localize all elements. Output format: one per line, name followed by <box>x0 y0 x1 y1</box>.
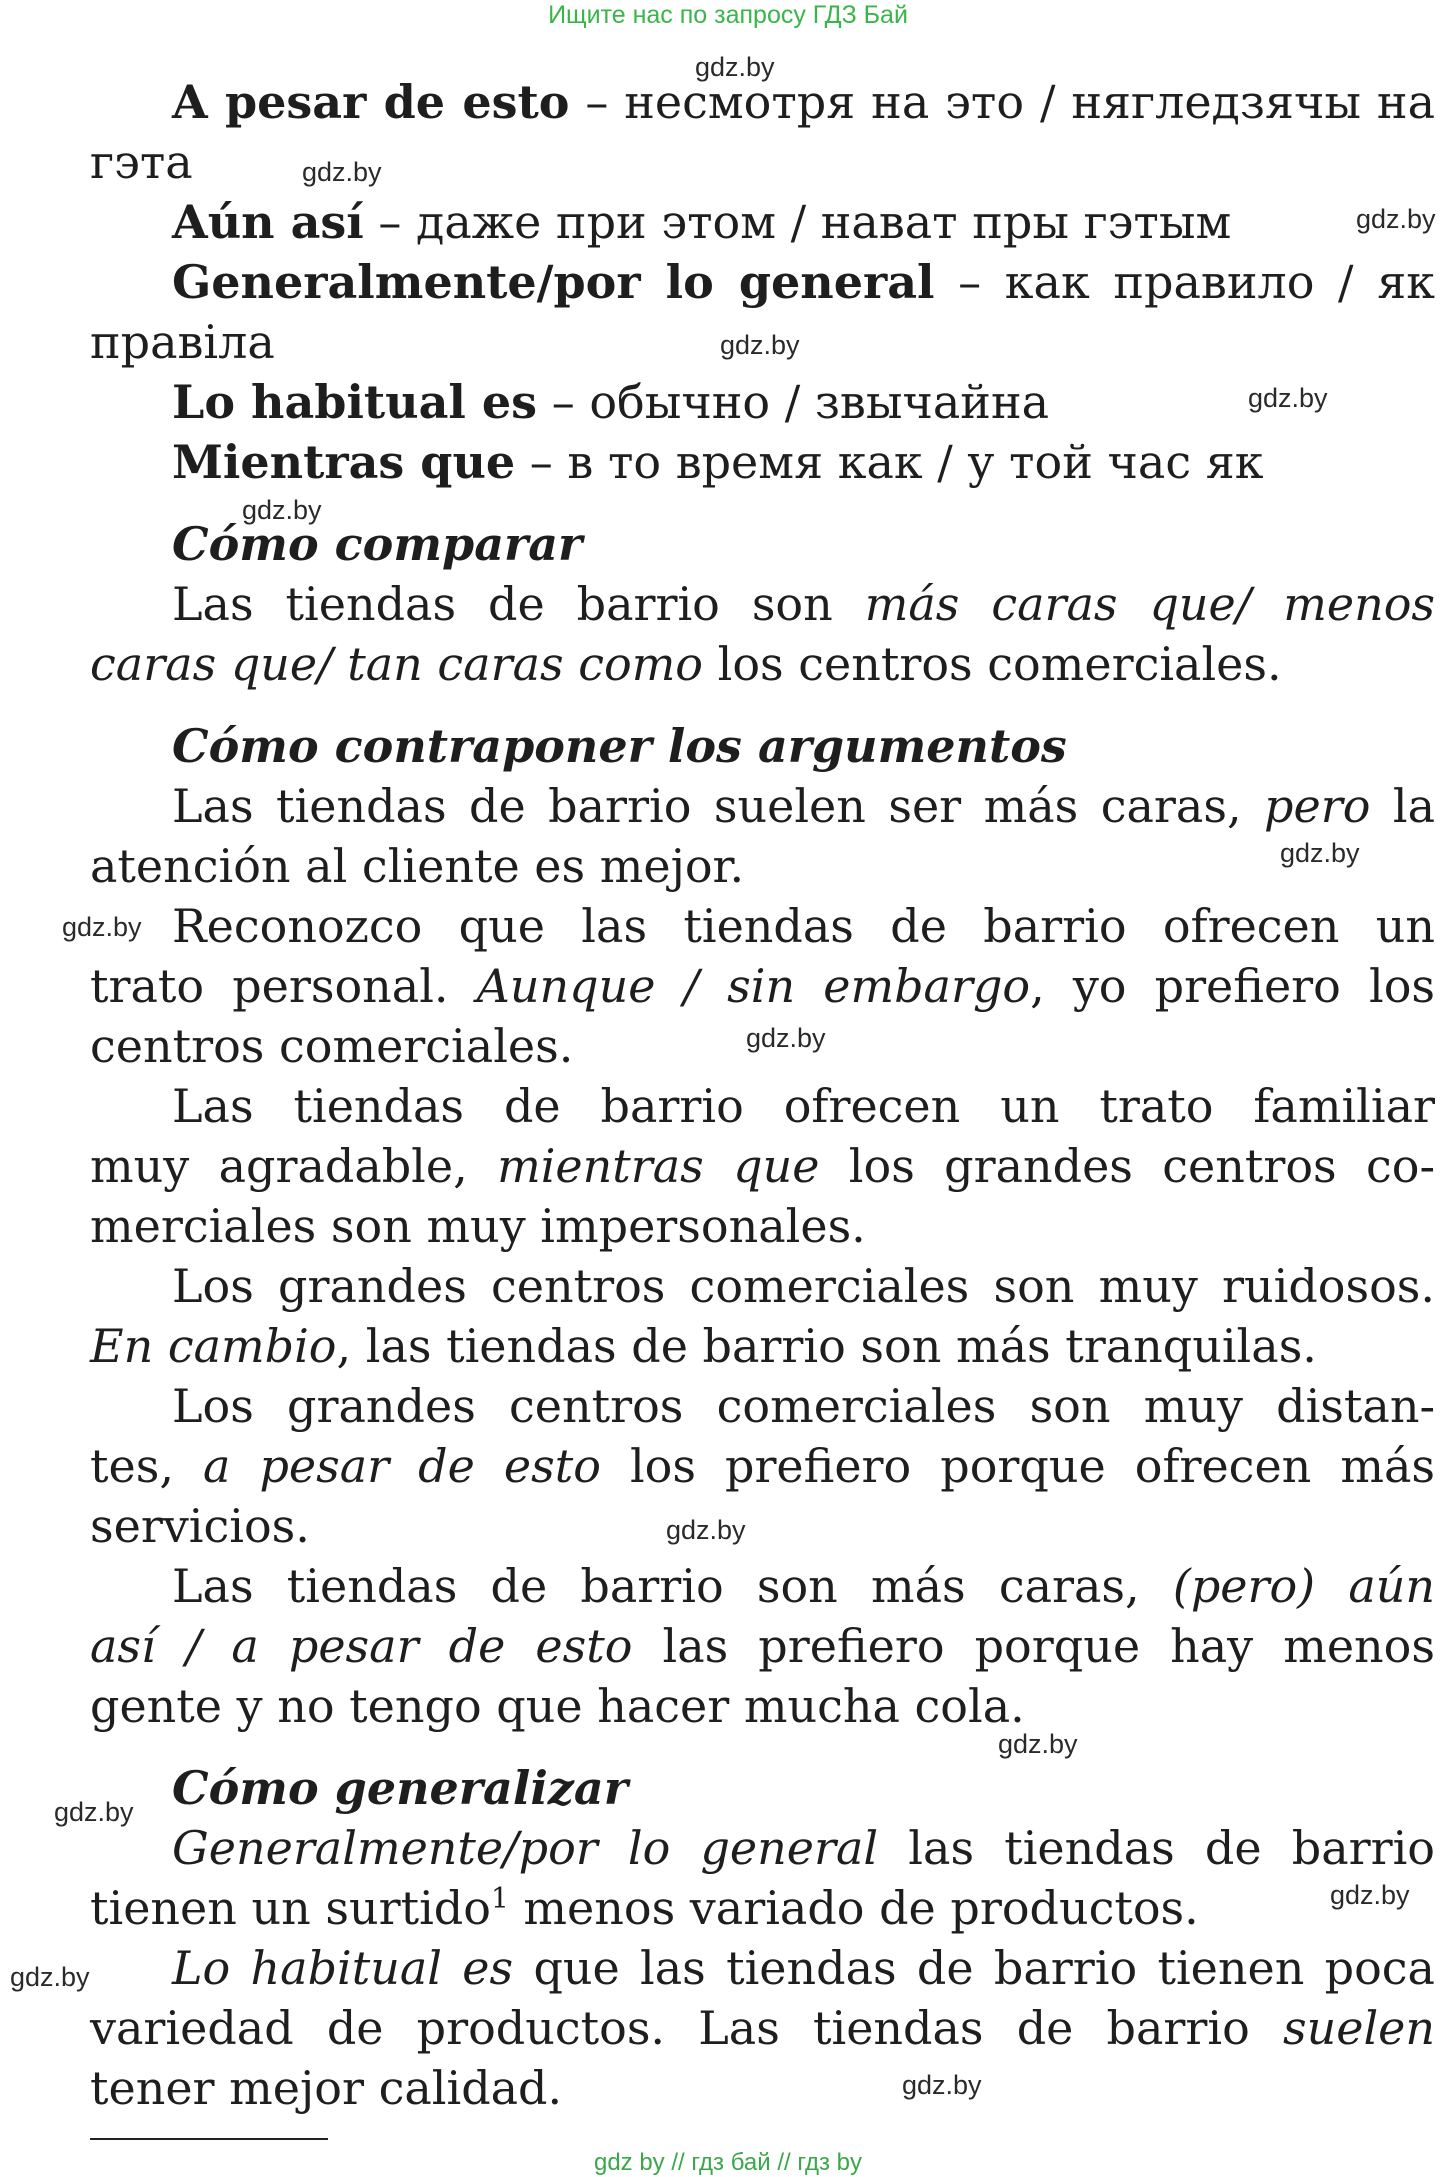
paragraph-line: caras que/ tan caras como los centros comerciales. <box>90 637 1282 691</box>
paragraph-line: En cambio, las tiendas de barrio son más tranquilas. <box>90 1319 1317 1373</box>
watermark-text: gdz.by <box>666 1515 746 1545</box>
paragraph-line: tes, a pesar de esto los prefiero porque ofrecen más <box>90 1439 1435 1493</box>
phrase-line: гэта <box>90 135 193 189</box>
paragraph-line: servicios. <box>90 1499 310 1553</box>
footnote-divider <box>90 2138 328 2140</box>
footer-links[interactable]: gdz by // гдз бай // гдз by <box>593 2149 863 2176</box>
paragraph-line: Las tiendas de barrio suelen ser más caras, pero la <box>172 779 1435 833</box>
watermark-text: gdz.by <box>242 495 322 525</box>
paragraph-line: Los grandes centros comerciales son muy ruidosos. <box>172 1259 1435 1313</box>
phrase-term: Lo habitual es <box>172 375 538 429</box>
search-hint-link[interactable]: Ищите нас по запросу ГДЗ Бай <box>548 1 908 29</box>
phrase-term: Generalmente/por lo general <box>172 255 935 309</box>
footnote-marker: 1 <box>490 1881 509 1915</box>
watermark-text: gdz.by <box>62 912 142 942</box>
paragraph-line: así / a pesar de esto las prefiero porque hay menos <box>90 1619 1435 1673</box>
paragraph-line: tienen un surtido$^1$ menos variado de productos. <box>90 1881 1199 1935</box>
paragraph-line: gente y no tengo que hacer mucha cola. <box>90 1679 1025 1733</box>
paragraph-line: trato personal. Aunque / sin embargo, yo prefiero los <box>90 959 1435 1013</box>
phrase-term: Aún así <box>172 195 364 249</box>
phrase-term: Mientras que <box>172 435 516 489</box>
paragraph-line: variedad de productos. Las tiendas de barrio suelen <box>90 2001 1435 2055</box>
paragraph-line: tener mejor calidad. <box>90 2061 563 2115</box>
paragraph-line: centros comerciales. <box>90 1019 574 1073</box>
phrase-line: A pesar de esto – несмотря на это / нягледзячы на <box>172 75 1435 129</box>
paragraph-line: Generalmente/por lo general las tiendas de barrio <box>172 1821 1435 1875</box>
phrase-line: Generalmente/por lo general – как правило / як <box>172 255 1435 309</box>
paragraph-line: Los grandes centros comerciales son muy distan- <box>172 1379 1435 1433</box>
paragraph-line: Las tiendas de barrio ofrecen un trato familiar <box>172 1079 1435 1133</box>
phrase-line: Lo habitual es – обычно / звычайна <box>172 375 1050 429</box>
section-heading: Cómo contraponer los argumentos <box>172 719 1067 773</box>
phrase-term: A pesar de esto <box>172 75 570 129</box>
watermark-text: gdz.by <box>1356 204 1436 234</box>
watermark-text: gdz.by <box>1248 383 1328 413</box>
paragraph-line: muy agradable, mientras que los grandes centros co- <box>90 1139 1435 1193</box>
watermark-text: gdz.by <box>302 157 382 187</box>
paragraph-line: atención al cliente es mejor. <box>90 839 745 893</box>
watermark-text: gdz.by <box>1330 1880 1410 1910</box>
section-heading: Cómo comparar <box>172 517 583 571</box>
paragraph-line: Lo habitual es que las tiendas de barrio tienen poca <box>172 1941 1435 1995</box>
paragraph-line: Las tiendas de barrio son más caras que/ menos <box>172 577 1435 631</box>
section-heading: Cómo generalizar <box>172 1761 628 1815</box>
watermark-text: gdz.by <box>10 1962 90 1992</box>
watermark-text: gdz.by <box>695 52 775 82</box>
paragraph-line: Reconozco que las tiendas de barrio ofrecen un <box>172 899 1435 953</box>
watermark-text: gdz.by <box>54 1797 134 1827</box>
watermark-text: gdz.by <box>1280 838 1360 868</box>
watermark-text: gdz.by <box>746 1023 826 1053</box>
watermark-text: gdz.by <box>998 1729 1078 1759</box>
phrase-line: Aún así – даже при этом / нават пры гэтым <box>172 195 1232 249</box>
paragraph-line: Las tiendas de barrio son más caras, (pero) aún <box>172 1559 1436 1613</box>
watermark-text: gdz.by <box>720 330 800 360</box>
paragraph-line: merciales son muy impersonales. <box>90 1199 866 1253</box>
watermark-text: gdz.by <box>902 2070 982 2100</box>
phrase-line: правіла <box>90 315 275 369</box>
phrase-line: Mientras que – в то время как / у той час як <box>172 435 1264 489</box>
page-content <box>90 72 1435 2118</box>
